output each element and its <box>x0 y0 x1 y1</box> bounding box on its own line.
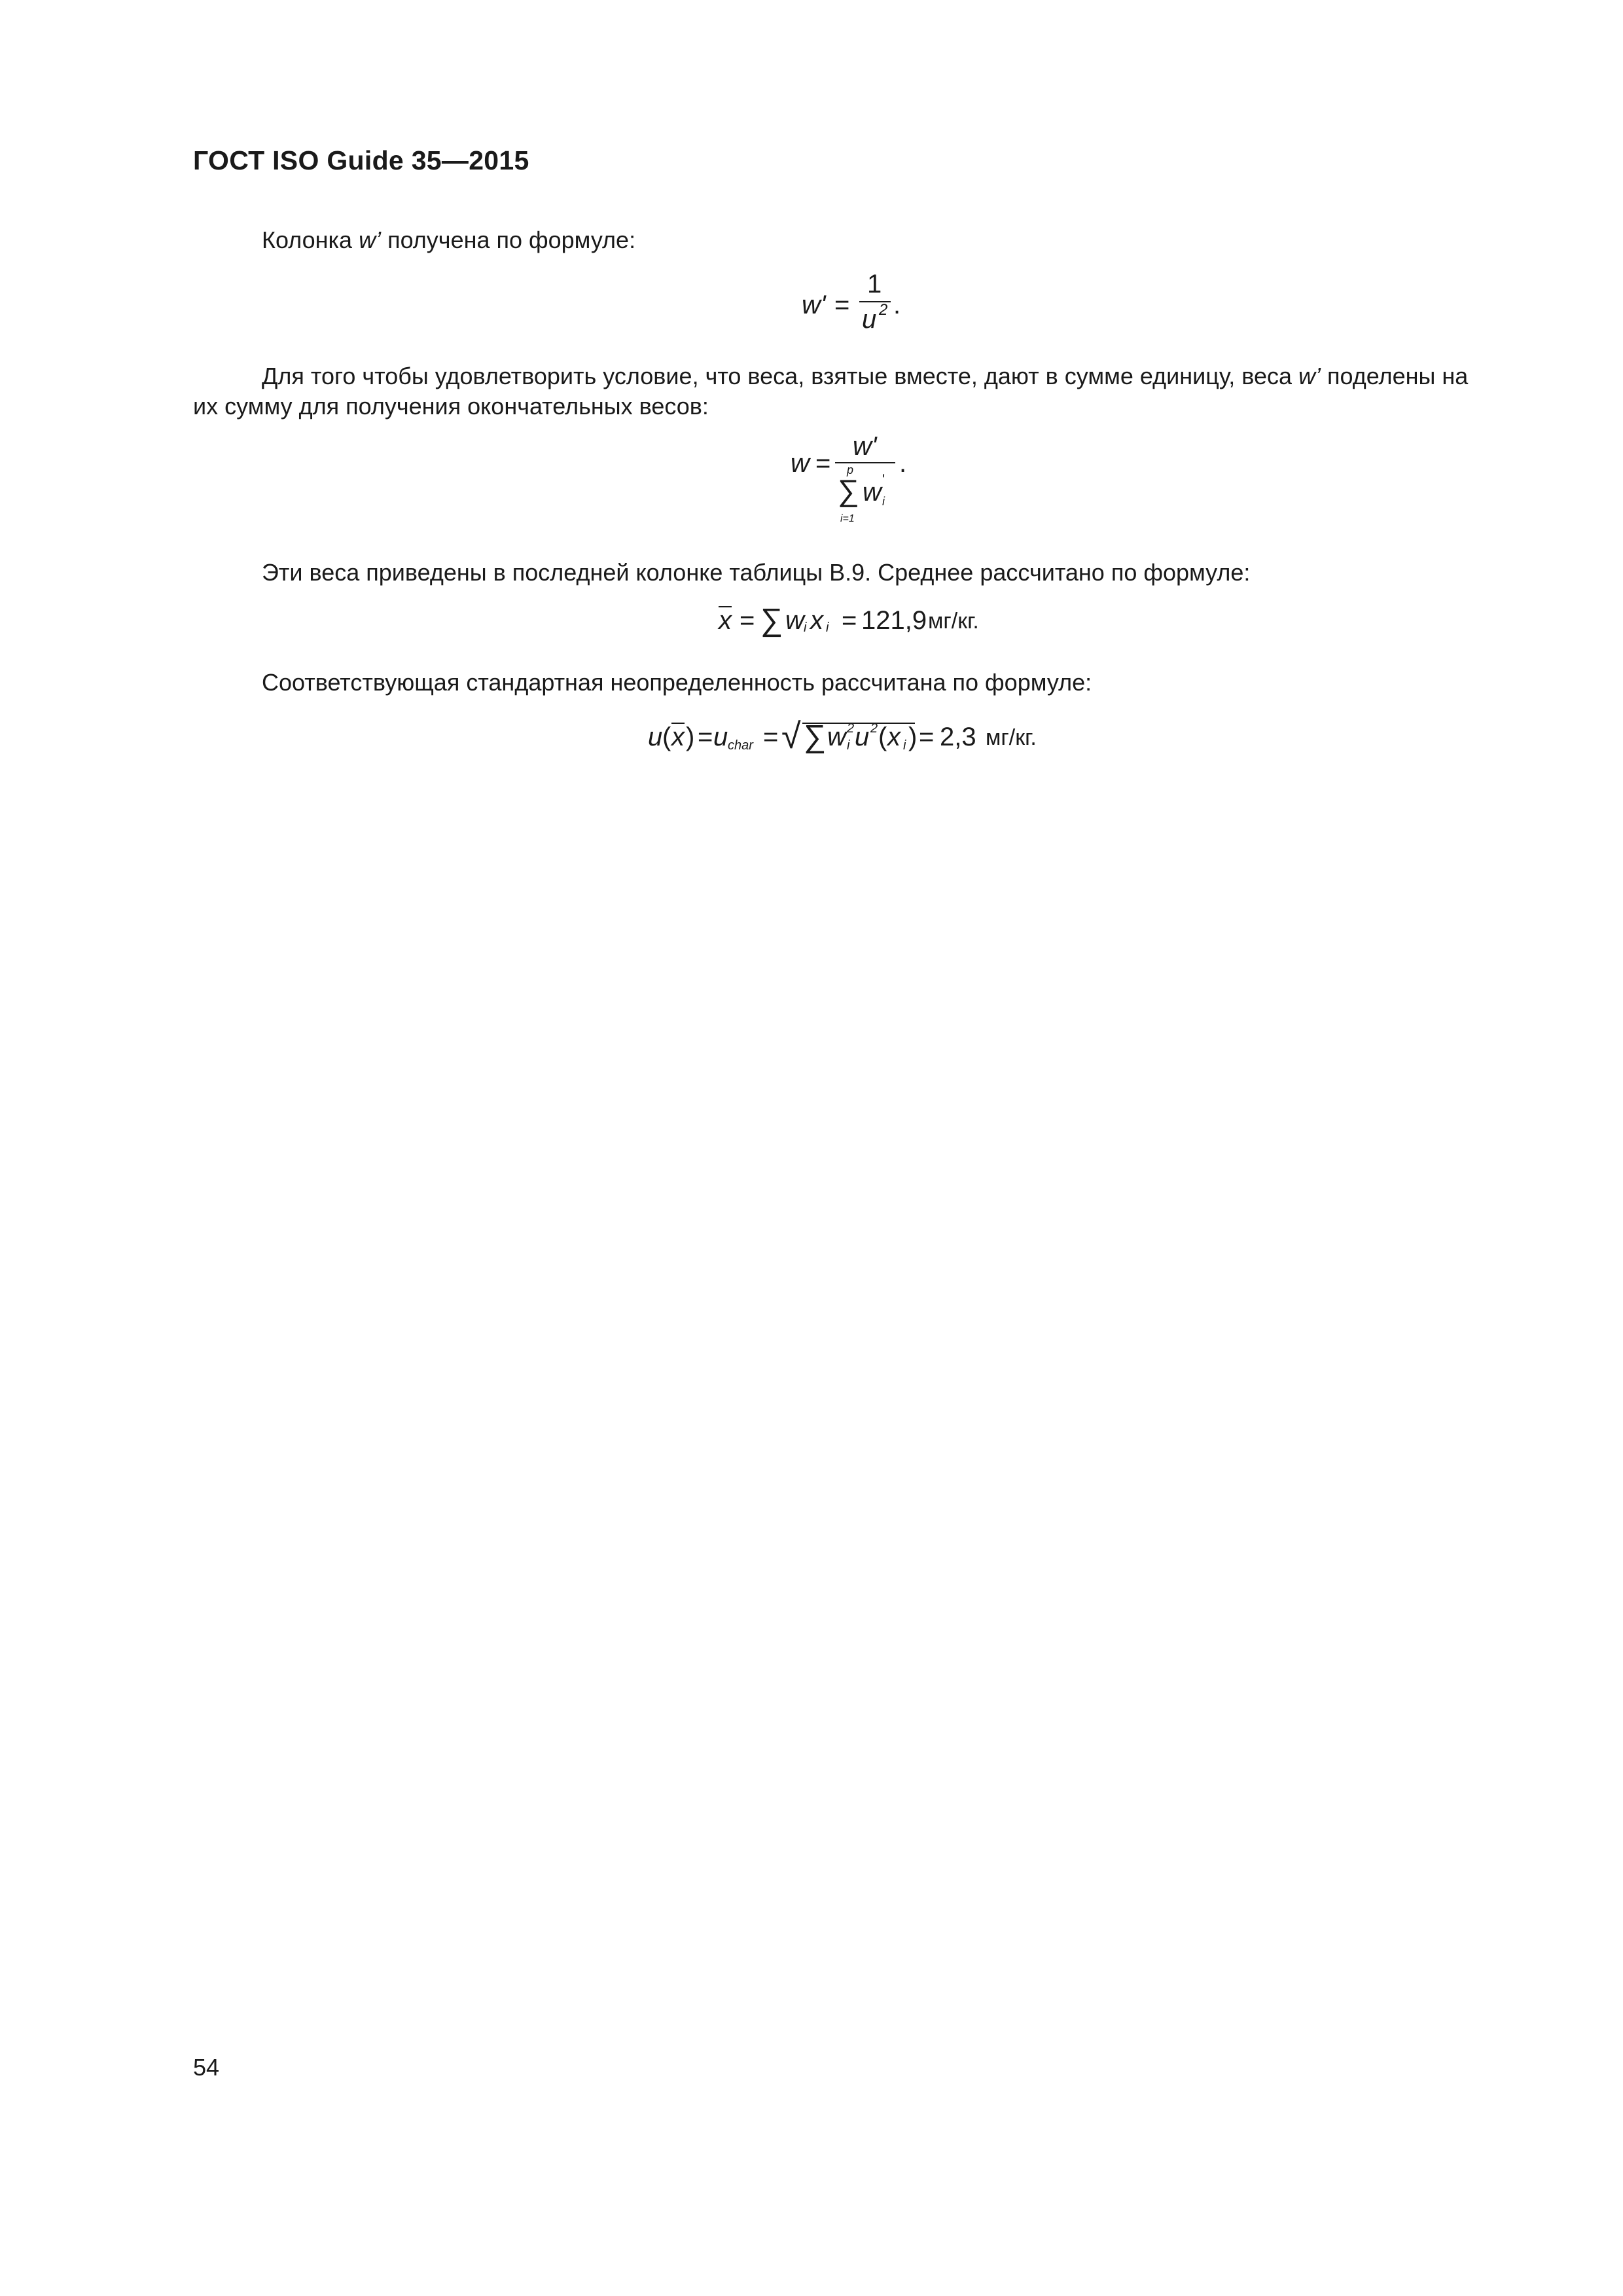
paren-close: ) <box>686 723 695 751</box>
fraction-denominator: u <box>862 305 877 334</box>
sum-symbol: ∑ <box>760 603 783 637</box>
unit: мг/кг. <box>986 725 1037 750</box>
mean-value: 121,9 <box>861 606 927 635</box>
paragraph-weights-normalization <box>193 361 1495 422</box>
page-number: 54 <box>193 2054 220 2081</box>
fraction-numerator: 1 <box>867 270 882 298</box>
fraction-numerator: w' <box>853 432 877 461</box>
document-header: ГОСТ ISO Guide 35—2015 <box>193 145 529 175</box>
variable-w: w <box>827 723 846 751</box>
formula-period: . <box>899 449 907 478</box>
paragraph-text: Для того чтобы удовлетворить условие, что веса, взятые вместе, дают в сумме единицу, веса <box>262 363 1298 389</box>
variable-u-char: u <box>713 723 728 751</box>
sqrt-symbol: √ <box>781 717 801 756</box>
formula-period: . <box>893 291 901 319</box>
formula-equals: = <box>842 606 857 635</box>
formula-uncertainty <box>648 715 1067 767</box>
paragraph-uncertainty: Соответствующая стандартная неопределенность рассчитана по формуле: <box>262 669 1092 696</box>
paren-open: ( <box>662 723 671 751</box>
denominator-variable: w <box>863 478 882 507</box>
formula-equals: = <box>740 606 755 635</box>
paragraph-text: поделены на <box>1321 363 1469 389</box>
variable-u: u <box>648 723 663 751</box>
formula-equals: = <box>834 291 850 319</box>
sum-symbol: ∑ <box>838 473 859 507</box>
sum-upper-limit: p <box>847 463 854 476</box>
subscript-char: char <box>728 738 753 753</box>
paragraph-mean: Эти веса приведены в последней колонке таблицы В.9. Среднее рассчитано по формуле: <box>262 559 1251 586</box>
formula-equals: = <box>763 723 779 751</box>
variable-x: x <box>810 606 823 635</box>
formula-lhs: w <box>791 449 810 478</box>
formula-equals: = <box>919 723 935 751</box>
paren-open: ( <box>878 723 887 751</box>
fraction-bar <box>835 462 895 463</box>
denominator-prime: ' <box>882 471 885 488</box>
variable-x: x <box>887 723 901 751</box>
subscript-i: i <box>826 620 829 635</box>
paragraph-line-1 <box>193 361 1495 391</box>
paragraph-text: Колонка <box>262 226 359 253</box>
paren-close: ) <box>908 723 918 751</box>
subscript-i: i <box>847 738 850 753</box>
denominator-subscript: i <box>882 495 885 508</box>
formula-mean <box>719 601 980 647</box>
x-bar: x <box>719 606 732 635</box>
x-bar: x <box>671 723 685 751</box>
formula-equals: = <box>815 449 831 478</box>
superscript-2: 2 <box>847 721 855 736</box>
superscript-2: 2 <box>870 721 878 736</box>
sum-lower-limit: i=1 <box>840 513 855 524</box>
paragraph-column-w <box>262 225 635 255</box>
formula-w-normalized <box>791 432 921 537</box>
formula-equals: = <box>698 723 713 751</box>
subscript-i: i <box>903 738 906 753</box>
uncertainty-value: 2,3 <box>940 723 976 751</box>
variable-w-prime: w’ <box>1298 363 1321 389</box>
variable-w-prime: w’ <box>359 226 382 253</box>
formula-lhs: w' <box>802 291 826 319</box>
unit: мг/кг. <box>928 609 979 634</box>
sum-symbol: ∑ <box>804 719 827 754</box>
variable-u: u <box>855 723 870 751</box>
paragraph-line-2: их сумму для получения окончательных весов: <box>193 393 709 420</box>
denominator-exponent: 2 <box>879 301 888 319</box>
formula-w-prime <box>802 268 906 340</box>
variable-w: w <box>785 606 804 635</box>
subscript-i: i <box>804 620 807 635</box>
paragraph-text: получена по формуле: <box>381 226 636 253</box>
